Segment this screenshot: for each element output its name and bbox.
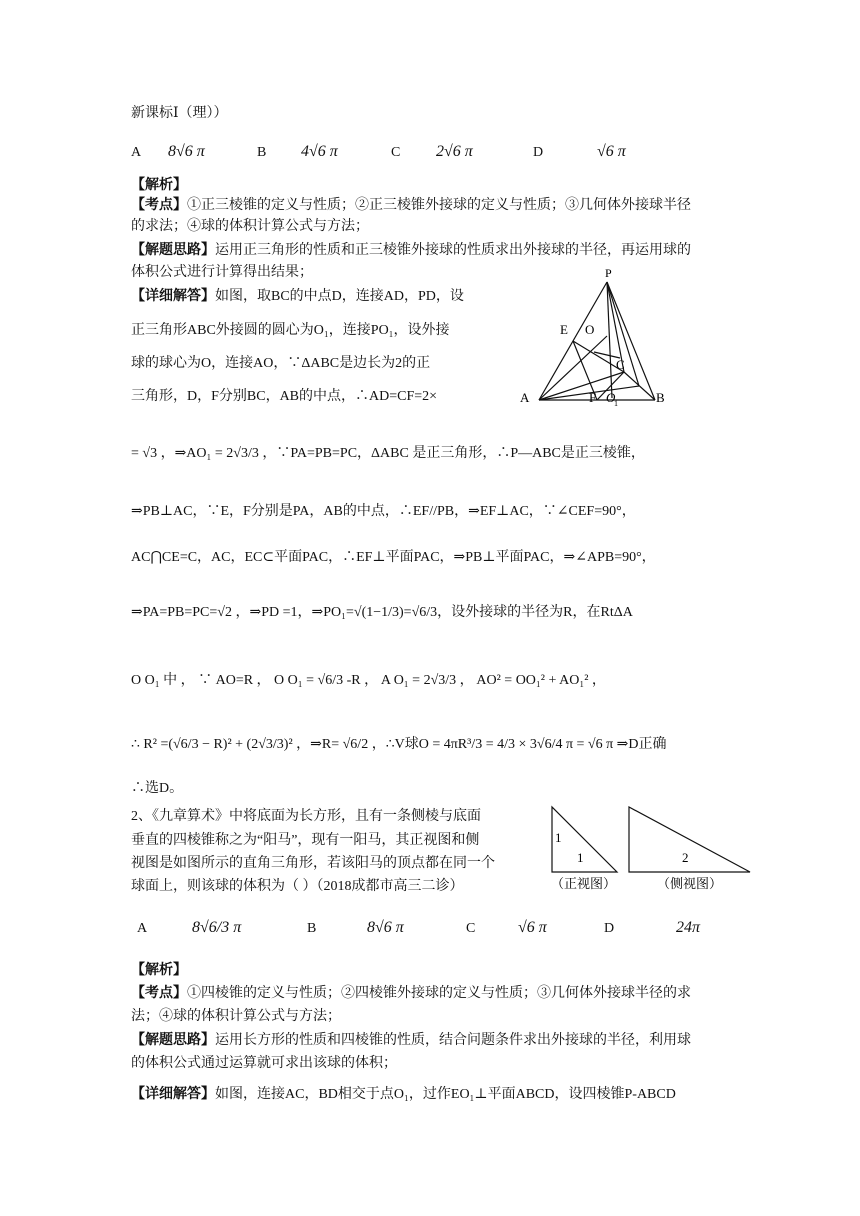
q1-kaodian-text: ①正三棱锥的定义与性质；②正三棱锥外接球的定义与性质；③几何体外接球半径 — [187, 198, 691, 213]
label-c: C — [616, 357, 625, 372]
q2-stem-4: 球面上，则该球的体积为（ ）（2018成都市高三二诊） — [131, 879, 464, 894]
segment-po1 — [607, 282, 612, 398]
q1-option-value-a: 8√6 π — [168, 143, 205, 160]
q1-line-9: O O₁ 中 ， ∵ AO=R ， O O₁ = √6/3 -R ， A O₁ = 2√3/3 ， AO² = OO₁² + AO₁² ， — [131, 673, 606, 688]
q1-kaodian-cont: 的求法；④球的体积计算公式与方法； — [131, 219, 369, 234]
q1-detail-1 — [131, 290, 464, 304]
label-f: F — [589, 390, 597, 405]
q2-views-figure — [545, 800, 760, 895]
q1-line-6: ⇒PB⊥AC，∵E，F分别是PA，AB的中点，∴EF//PB，⇒EF⊥AC，∵∠CEF=90°， — [131, 504, 636, 519]
label-p: P — [605, 266, 612, 280]
q2-analysis-heading: 【解析】 — [131, 963, 187, 978]
front-base-label: 1 — [577, 850, 584, 865]
q1-option-value-d: √6 π — [597, 143, 626, 160]
q1-option-letter-d: D — [533, 145, 544, 160]
label-o: O — [585, 322, 595, 337]
q2-option-value-a: 8√6/3 π — [192, 919, 242, 936]
q2-silu-text: 运用长方形的性质和四棱锥的性质，结合问题条件求出外接球的半径，利用球 — [215, 1033, 691, 1048]
q2-stem-3: 视图是如图所示的直角三角形，若该阳马的顶点都在同一个 — [131, 856, 495, 871]
q2-stem-1: 2、《九章算术》中将底面为长方形，且有一条侧棱与底面 — [131, 809, 481, 824]
q1-option-letter-b: B — [257, 145, 267, 160]
label-b: B — [656, 390, 665, 405]
q2-option-letter-d: D — [604, 921, 615, 936]
q1-option-value-c: 2√6 π — [436, 143, 473, 160]
q1-tetrahedron-figure — [510, 262, 680, 412]
q2-silu-cont: 的体积公式通过运算就可求出该球的体积； — [131, 1056, 397, 1071]
q1-detail-3: 球的球心为O，连接AO，∵ΔABC是边长为2的正 — [131, 356, 431, 371]
q1-line-5: = √3 ，⇒AO₁ = 2√3/3 ，∵PA=PB=PC，ΔABC 是正三角形，∴P—ABC是正三棱锥， — [131, 446, 645, 461]
q2-detail-text-1: 如图，连接AC，BD相交于点O₁，过作EO₁⊥平面ABCD，设四棱锥P-ABCD — [215, 1087, 676, 1102]
q2-detail-1 — [131, 1088, 676, 1102]
q1-kaodian-tag: 【考点】 — [131, 198, 187, 213]
label-e: E — [560, 322, 568, 337]
q1-line-10: ∴ R² =(√6/3 − R)² + (2√3/3)² ，⇒R= √6/2 ，∴V球O = 4πR³/3 = 4/3 × 3√6/4 π = √6 π ⇒D正确 — [131, 737, 667, 752]
q2-detail-tag: 【详细解答】 — [131, 1087, 215, 1102]
q1-option-letter-a: A — [131, 145, 142, 160]
q2-kaodian-text: ①四棱锥的定义与性质；②四棱锥外接球的定义与性质；③几何体外接球半径的求 — [187, 986, 691, 1001]
q2-silu-tag: 【解题思路】 — [131, 1033, 215, 1048]
q1-silu-tag: 【解题思路】 — [131, 243, 215, 258]
q2-option-value-d: 24π — [676, 919, 701, 936]
edge-bc — [624, 372, 655, 400]
q1-silu-text: 运用正三角形的性质和正三棱锥外接球的性质求出外接球的半径，再运用球的 — [215, 243, 691, 258]
q1-source: 新课标Ⅰ（理）） — [131, 106, 228, 121]
side-view-triangle — [629, 807, 750, 872]
q1-conclusion: ∴选D。 — [131, 781, 184, 796]
label-a: A — [520, 390, 530, 405]
front-view-triangle — [552, 807, 617, 872]
q1-option-value-b: 4√6 π — [301, 143, 338, 160]
q1-detail-tag: 【详细解答】 — [131, 289, 215, 304]
q1-analysis-heading: 【解析】 — [131, 178, 187, 193]
q2-stem-2: 垂直的四棱锥称之为“阳马”，现有一阳马，其正视图和侧 — [131, 833, 480, 848]
q1-kaodian — [131, 199, 691, 213]
q1-detail-2: 正三角形ABC外接圆的圆心为O₁，连接PO₁，设外接 — [131, 323, 450, 338]
q2-option-value-b: 8√6 π — [367, 919, 404, 936]
q2-silu — [131, 1034, 691, 1048]
q1-line-8: ⇒PA=PB=PC=√2 ，⇒PD =1，⇒PO₁=√(1−1/3)=√6/3，设外接球的半径为R，在RtΔA — [131, 605, 633, 620]
label-o1: O — [606, 390, 616, 405]
q1-detail-text-1: 如图，取BC的中点D，连接AD，PD，设 — [215, 289, 464, 304]
q1-silu — [131, 244, 691, 258]
q1-silu-cont: 体积公式进行计算得出结果； — [131, 265, 313, 280]
front-side-label: 1 — [555, 830, 562, 845]
q2-kaodian-tag: 【考点】 — [131, 986, 187, 1001]
q1-detail-4: 三角形，D，F分别BC，AB的中点，∴AD=CF=2× — [131, 389, 438, 404]
q2-option-letter-b: B — [307, 921, 317, 936]
q2-kaodian — [131, 987, 691, 1001]
label-o1-sub: 1 — [614, 399, 618, 408]
q1-option-letter-c: C — [391, 145, 401, 160]
side-view-caption: （侧视图） — [657, 876, 723, 891]
q2-option-letter-a: A — [137, 921, 148, 936]
segment-ao — [539, 336, 607, 400]
q2-option-value-c: √6 π — [518, 919, 547, 936]
q2-kaodian-cont: 法；④球的体积计算公式与方法； — [131, 1009, 341, 1024]
side-base-label: 2 — [682, 850, 689, 865]
q1-line-7: AC⋂CE=C，AC，EC⊂平面PAC，∴EF⊥平面PAC，⇒PB⊥平面PAC，⇒∠APB=90°， — [131, 550, 656, 565]
q2-option-letter-c: C — [466, 921, 476, 936]
front-view-caption: （正视图） — [551, 876, 617, 891]
